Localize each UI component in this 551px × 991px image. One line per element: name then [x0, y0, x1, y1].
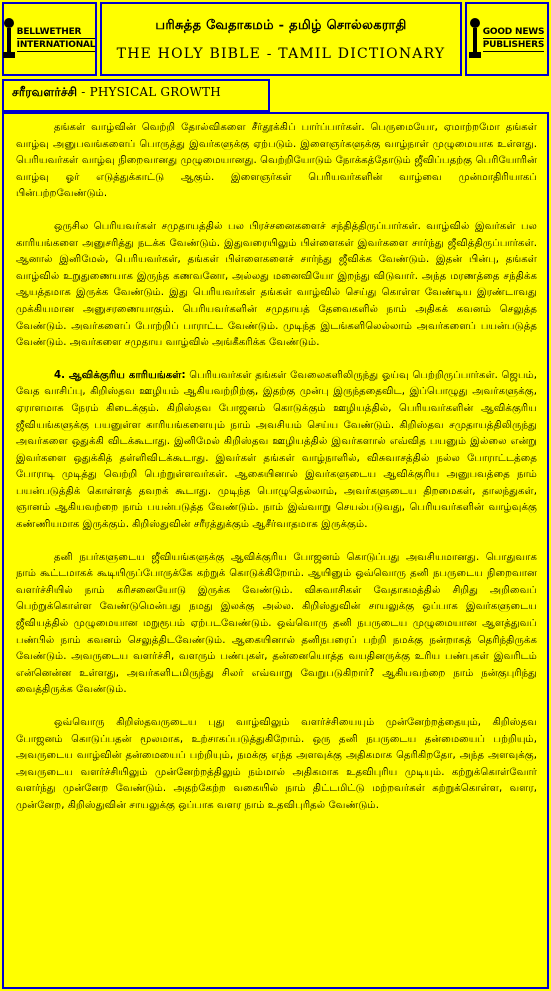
paragraph-text: ஒருசில பெரியவர்கள் சமுதாயத்தில் பல பிரச்சனைகளைச் சந்தித்திருப்பார்கள். வாழ்வில் இவர்கள் பல காரியங்களை அனுசரித்து நடக்க வேண்டும். இதுவரையிலும் பிள்ளைகள் இவர்களை சார்ந்து ஜீவித்திருப்பார்கள். ஆனால் இனிமேல், பெரியவர்கள், தங்கள் பிள்ளைகளைச் சார்ந்து ஜீவிக்க வேண்டும். இதன் பின்பு, தங்கள் வாழ்வில் உறுதுணையாக இருந்த கணவனோ, அல்லது மனைவியோ இறந்து விடுவார். அந்த மரணத்தை சந்திக்க ஆயத்தமாக இருக்க வேண்டும். இது பெரியவர்கள் தங்கள் வாழ்வில் செய்து கொள்ள வேண்டிய இரண்டாவது முக்கியமான அனுசரணையாகும். பெரியவர்களின் சமுதாயத் தேவைகளில் நாம் அதிகக் கவனம் செலுத்த வேண்டும். அவர்களைப் போற்றிப் பாராட்ட வேண்டும். முடிந்த இடங்களிலெல்லாம் அவர்களைப் பயன்படுத்த வேண்டும். அவர்களை சமுதாய வாழ்வில் அங்கீகரிக்க வேண்டும். [16, 220, 537, 349]
paragraph [16, 120, 537, 203]
section-title-tamil: சரீரவளர்ச்சி [12, 85, 78, 99]
paragraph-text: ஒவ்வொரு கிறிஸ்தவருடைய புது வாழ்விலும் வளர்ச்சியையும் முன்னேற்றத்தையும், கிறிஸ்தவ போஜனம் கொடுப்பதன் மூலமாக, உற்சாகப்படுத்துகிறோம். ஒரு தனி நபருடைய தன்மையைப் பற்றியும், அவருடைய வாழ்வின் தன்மையைப் பற்றியும், நமக்கு எந்த அளவுக்கு அதிகமாக தெரிகிறதோ, அந்த அளவுக்கு, அவருடைய வளர்ச்சியிலும் முன்னேற்றத்திலும் நம்மால் அதிகமாக உதவிபுரிய முடியும். கற்றுக்கொள்வோர் வளர்ந்து முன்னேற வேண்டும். அதற்கேற்ற வகையில் நாம் திட்டமிட்டு மற்றவர்கள் கற்றுக்கொள்ள, வளர, முன்னேற, கிறிஸ்துவின் சாயலுக்கு ஒப்பாக வளர நாம் உதவிபுரிதல் வேண்டும். [16, 717, 537, 811]
paragraph [16, 715, 537, 815]
section-title-english: - PHYSICAL GROWTH [77, 85, 221, 99]
bellwether-logo-box [2, 2, 97, 76]
paragraph-text: தங்கள் வாழ்வின் வெற்றி தோல்விகளை சீர்தூக்கிப் பார்ப்பார்கள். பெருமையோ, ஏமாற்றமோ தங்கள் வாழ்வு அனுபவங்களைப் பொருத்து இவர்களுக்கு ஏற்படும். இளைஞர்களுக்கு வாழ்நாள் முழுமையாக உள்ளது. பெரியவர்கள் வாழ்வு நிறைவானது முழுமையானது. வெற்றியோடும் நோக்கத்தோடும் ஜீவிப்பதற்கு பெரியோரின் வாழ்வு ஓர் எடுத்துக்காட்டு ஆகும். இளைஞர்கள் பெரியவர்களின் வாழ்வை முன்மாதிரியாகப் பின்பற்றவேண்டும். [16, 122, 537, 200]
section-heading [4, 81, 268, 101]
section-heading-box [2, 79, 270, 112]
paragraph [16, 368, 537, 534]
page-title-english: THE HOLY BIBLE - TAMIL DICTIONARY [116, 46, 446, 62]
logo-right-line-1: GOOD NEWS [482, 27, 545, 37]
paragraph-text: தனி நபர்களுடைய ஜீவியங்களுக்கு ஆவிக்குரிய போஜனம் கொடுப்பது அவசியமானது. பொதுவாக நாம் கூட்டமாகக் கூடியிருப்போருக்கே கற்றுக் கொடுக்கிறோம். ஆயினும் ஒவ்வொரு தனி நபருடைய நிறைவான வளர்ச்சியில் நாம் கரிசனையோடு இருக்க வேண்டும். விசுவாசிகள் வேதாகமத்தில் சிறிது அறிவைப் பெற்றுக்கொள்ள வேண்டுமென்பது நமது இலக்கு அல்ல. கிறிஸ்துவின் சாயலுக்கு ஒப்பாக இவர்களுடைய ஜீவியத்தில் முழுமையான மறுரூபம் ஏற்படவேண்டும். ஒவ்வொரு தனி நபருடைய முழுமையான ஆளத்துவப் பண்பில் நாம் கவனம் செலுத்திடவேண்டும். ஆகையினால் தனிநபரைப் பற்றி நமக்கு நன்றாகத் தெரிந்திருக்க வேண்டும். அவருடைய வளர்ச்சி, வளரும் பண்புகள், தன்னையொத்த வயதினருக்கு உரிய பண்புகள் இவரிடம் என்னென்ன உள்ளது, அவர்களிடமிருந்து சிலர் எவ்வாறு வேறுபடுகிறார்? ஆகியவற்றை நாம் நன்குபுரிந்து வைத்திருக்க வேண்டும். [16, 551, 537, 696]
good-news-logo-text [483, 26, 545, 52]
title-box [100, 2, 462, 76]
logo-right-line-2: PUBLISHERS [482, 40, 545, 50]
lamp-icon [4, 18, 14, 60]
good-news-logo [467, 4, 547, 74]
paragraph [16, 219, 537, 352]
logo-left-line-1: BELLWETHER [17, 26, 96, 39]
bellwether-logo-text [17, 26, 96, 52]
lamp-icon [470, 18, 480, 60]
paragraph-text: பெரியவர்கள் தங்கள் வேலைகளிலிருந்து ஓய்வு பெற்றிருப்பார்கள். ஜெபம், வேத வாசிப்பு, கிறிஸ்தவ ஊழியம் ஆகியவற்றிற்கு, இதற்கு முன்பு இருந்ததைவிட, இப்பொழுது அவர்களுக்கு, ஏராளமாக நேரம் கிடைக்கும். கிறிஸ்தவ போஜனம் கொடுக்கும் ஊழியத்தில், பெரியவர்களின் ஆவிக்குரிய ஜீவியங்களுக்கு பயனுள்ள காரியங்களையும் நாம் அவசியம் செய்ய வேண்டும். கிறிஸ்தவ சமுதாயத்திலிருந்து அவர்களை ஒதுக்கி விடக்கூடாது. இனிமேல் கிறிஸ்தவ ஊழியத்தில் இவர்களால் எவ்வித பயனும் இல்லை என்று இவர்களை ஒதுக்கித் தள்ளிவிடக்கூடாது. இவர்கள் தங்கள் வாழ்நாளில், விசுவாசத்தில் நல்ல போராட்டத்தை போராடி முடித்து வெற்றி பெற்றுள்ளவர்கள். ஆகையினால் இவர்களுடைய ஆவிக்குரிய அனுபவத்தை நாம் பயன்படுத்திக் கொள்ளத் தவறக் கூடாது. முடிந்த பொழுதெல்லாம், அவர்களுடைய திறமைகள், தாலந்துகள், ஞானம் ஆகியவற்றை நாம் பயன்படுத்த வேண்டும். நாம் இவ்வாறு செயல்படுவது, பெரியவர்களின் வாழ்வுக்கு கண்ணியமாக இருக்கும். கிறிஸ்துவின் சரீரத்துக்கும் ஆசீர்வாதமாக இருக்கும். [16, 369, 538, 531]
content-box [2, 112, 549, 989]
bellwether-logo [4, 4, 95, 74]
page-title-tamil: பரிசுத்த வேதாகமம் - தமிழ் சொல்லகராதி [155, 18, 407, 33]
logo-left-line-2: INTERNATIONAL [16, 40, 96, 50]
good-news-logo-box [465, 2, 549, 76]
article-body [4, 120, 547, 831]
paragraph-lead-heading: 4. ஆவிக்குரிய காரியங்கள்: [54, 369, 186, 381]
paragraph [16, 550, 537, 699]
